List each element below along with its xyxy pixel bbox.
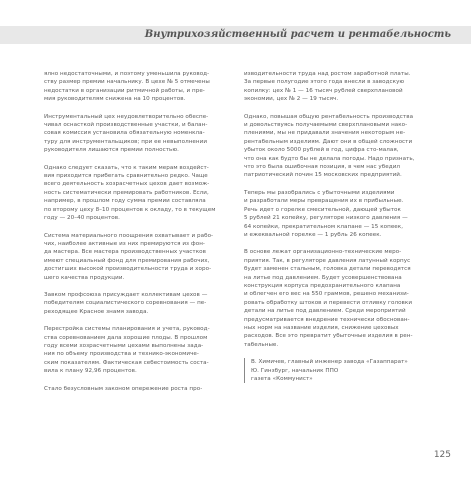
text-line: ским показателям. Фактическая себестоимость соста- xyxy=(44,359,209,366)
text-line: по второму цеху 8–10 процентов к окладу, то в текущем xyxy=(44,206,216,213)
text-line: и облегчен его вес на 550 граммов, решено механизи- xyxy=(244,291,409,298)
right-text-column xyxy=(244,70,436,383)
text-line: на литье под давлением. Будет усовершенствована xyxy=(244,274,402,281)
text-line: ния по объему производства и технико-экономиче- xyxy=(44,351,199,358)
text-line: убыток около 5000 рублей в год, цифра сто-малая, xyxy=(244,147,399,154)
text-line: расходов. Все это превратит убыточные изделия в рен- xyxy=(244,333,413,340)
signature-line: Ю. Гинзбург, начальник ППО xyxy=(251,367,339,374)
text-line: шего качества продукции. xyxy=(44,274,125,281)
text-line: победителям социалистического соревнования — пе- xyxy=(44,300,207,307)
text-line: да мастера. Все мастера производственных участков xyxy=(44,249,206,256)
text-line: году всеми хозрасчетными цехами выполнены зада- xyxy=(44,342,204,349)
text-line: вила к плану 92,96 процентов. xyxy=(44,368,137,375)
text-line: руководителя лишаются премии полностью. xyxy=(44,147,179,154)
running-header-title: Внутрихозяйственный расчет и рентабельность xyxy=(144,29,451,40)
signature-line: газета «Коммунист» xyxy=(251,376,313,382)
text-line: ность систематически премировать работников. Если, xyxy=(44,189,209,196)
left-paragraph xyxy=(44,70,226,104)
text-line: мия руководителям снижена на 10 процентов. xyxy=(44,96,186,103)
left-paragraph xyxy=(44,232,226,282)
text-line: чивал оснасткой производственные участки, и балан- xyxy=(44,122,208,129)
text-line: Стало безусловным законом опережение роста про- xyxy=(44,385,203,392)
text-line: имеют специальный фонд для премирования рабочих, xyxy=(44,257,210,264)
text-line: недостатки в организации ритмичной работы, и пре- xyxy=(44,87,205,94)
text-line: совая комиссия установила обязательную номенкла- xyxy=(44,130,205,137)
text-line: туру для инструментальщиков; при ее невыполнении xyxy=(44,138,207,145)
text-line: ству размер премии начальнику. В цехе № 5 отмечены xyxy=(44,79,210,86)
left-text-column xyxy=(44,70,226,402)
left-paragraph xyxy=(44,325,226,375)
text-line: и довольствуясь получаемыми сверхплановыми нако- xyxy=(244,122,408,129)
right-paragraph xyxy=(244,70,436,104)
text-line: Система материального поощрения охватывает и рабо- xyxy=(44,232,214,239)
text-line: Перестройка системы планирования и учета, руковод- xyxy=(44,326,210,333)
text-line: и ежеквальной горелке — 1 рубль 26 копеек. xyxy=(244,231,382,238)
text-line: Теперь мы разобрались с убыточными изделиями xyxy=(244,189,395,196)
text-line: ства соревнованием дала хорошие плоды. В прошлом xyxy=(44,334,208,341)
text-line: году — 20–40 процентов. xyxy=(44,215,120,222)
text-line: Однако следует сказать, что к таким мерам воздейст- xyxy=(44,164,209,171)
text-line: что это была ошибочная позиция, в чем нас убедил xyxy=(244,164,401,171)
text-line: будет заменен стальным, головка детали переводятся xyxy=(244,266,411,273)
text-line: и разработали меры превращения их в прибыльные. xyxy=(244,198,404,205)
right-paragraph xyxy=(244,189,436,239)
left-paragraph xyxy=(44,164,226,223)
left-paragraph xyxy=(44,385,226,393)
signature-line: В. Химичев, главный инженер завода «Газаппарат» xyxy=(251,359,408,366)
text-line: реходящее Красное знамя завода. xyxy=(44,308,149,315)
text-line: ялно недостаточными, и поэтому уменьшила руковод- xyxy=(44,71,210,77)
text-line: патриотический почин 15 московских предприятий. xyxy=(244,172,402,179)
text-line: В основе лежат организационно-технические меро- xyxy=(244,249,402,256)
left-paragraph xyxy=(44,113,226,155)
text-line: рентабельным изделиям. Дают они в общей сложности xyxy=(244,138,413,145)
text-line: 64 копейки, прекратительном клапане — 15 копеек, xyxy=(244,223,404,230)
text-line: что она как будто бы не делала погоды. Надо признать, xyxy=(244,155,415,162)
text-line: плениями, мы не придавали значения некоторым не- xyxy=(244,130,406,137)
right-paragraph xyxy=(244,248,436,349)
text-line: достигших высокой производительности труда и хоро- xyxy=(44,266,212,273)
text-line: Завком профсоюза присуждает коллективам цехов — xyxy=(44,291,208,298)
left-paragraph xyxy=(44,291,226,316)
text-line: изводительности труда над ростом заработной платы. xyxy=(244,71,411,77)
text-line: экономии, цех № 2 — 19 тысяч. xyxy=(244,96,339,103)
text-line: ровать обработку штоков и перевести отливку головки xyxy=(244,299,413,306)
text-line: например, в прошлом году сумма премии составляла xyxy=(44,198,206,205)
text-line: копилку: цех № 1 — 16 тысяч рублей сверхплановой xyxy=(244,87,403,94)
text-line: всего деятельность хозрасчетных цехов дает возмож- xyxy=(44,181,210,188)
text-line: Речь идет о горелке смесительной, дающей убыток xyxy=(244,206,401,213)
right-paragraph xyxy=(244,113,436,180)
text-line: детали на литье под давлением. Среди мероприятий xyxy=(244,308,406,315)
text-line: конструкция корпуса предохранительного клапана xyxy=(244,282,401,289)
text-line: чих, наиболее активные из них премируются из фон- xyxy=(44,240,205,247)
text-line: предусматривается внедрение технически обоснован- xyxy=(244,316,410,323)
text-line: табельные. xyxy=(244,341,279,348)
author-signature-block xyxy=(244,358,436,383)
text-line: приятия. Так, в регуляторе давления латунный корпус xyxy=(244,257,411,264)
page-number: 125 xyxy=(433,450,451,460)
text-line: Однако, повышая общую рентабельность производства xyxy=(244,113,414,120)
text-line: вия приходится прибегать сравнительно редко. Чаще xyxy=(44,173,208,180)
text-line: За первые полугодие этого года внесли в заводскую xyxy=(244,79,405,86)
text-line: Инструментальный цех неудовлетворительно обеспе- xyxy=(44,113,209,120)
text-line: 5 рублей 21 копейку, регуляторе низкого давления — xyxy=(244,215,408,222)
text-line: ных норм на название изделия, снижение цеховых xyxy=(244,324,399,331)
